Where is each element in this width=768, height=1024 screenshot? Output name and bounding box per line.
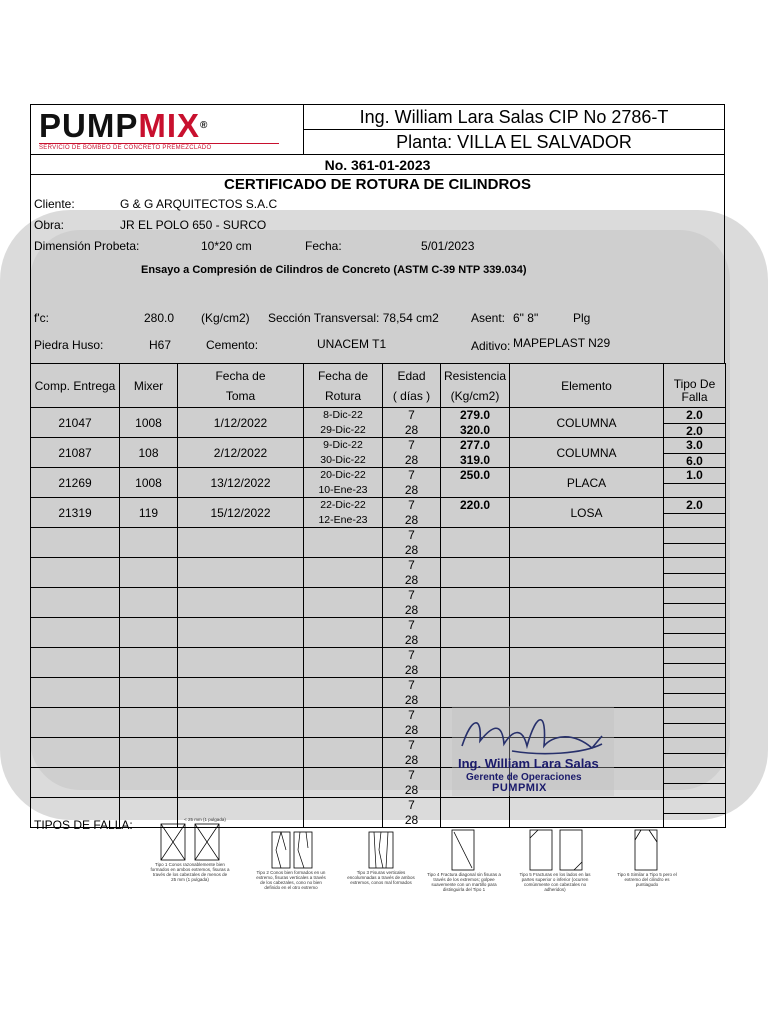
cell-comp — [31, 678, 120, 708]
table-row — [31, 528, 726, 558]
plant-line: Planta: VILLA EL SALVADOR — [304, 129, 724, 154]
cell-mixer — [120, 648, 178, 678]
fc-label: f'c: — [34, 311, 49, 325]
cell-falla — [664, 768, 726, 798]
table-row — [31, 648, 726, 678]
cell-mixer: 119 — [120, 498, 178, 528]
table-row — [31, 588, 726, 618]
cell-falla — [664, 678, 726, 708]
header-fecha-rotura: Fecha de Rotura — [304, 364, 383, 408]
header-fecha-toma: Fecha de Toma — [178, 364, 304, 408]
cell-edad: 7 28 — [383, 708, 441, 738]
tipo-6-caption: Tipo 6 Similar a Tipo 5 pero el extremo del cilindro es puntiagudo — [617, 872, 677, 887]
cell-fecha-toma — [178, 708, 304, 738]
cell-resistencia: 250.0 — [441, 468, 510, 498]
cell-mixer — [120, 618, 178, 648]
cell-comp — [31, 648, 120, 678]
cell-edad: 7 28 — [383, 648, 441, 678]
tipo-4-diagram — [426, 828, 502, 892]
table-row — [31, 768, 726, 798]
cell-mixer — [120, 708, 178, 738]
cell-comp: 21319 — [31, 498, 120, 528]
cell-comp — [31, 528, 120, 558]
cell-falla — [664, 708, 726, 738]
cell-resistencia — [441, 798, 510, 828]
cell-edad: 7 28 — [383, 558, 441, 588]
cell-falla: 1.0 — [664, 468, 726, 498]
cell-resistencia: 277.0 319.0 — [441, 438, 510, 468]
cell-falla — [664, 738, 726, 768]
cemento-label: Cemento: — [206, 338, 259, 352]
cell-fecha-rotura: 9-Dic-22 30-Dic-22 — [304, 438, 383, 468]
cell-fecha-rotura: 8-Dic-22 29-Dic-22 — [304, 408, 383, 438]
signature-role: Gerente de Operaciones — [466, 772, 582, 783]
cell-falla — [664, 648, 726, 678]
tipo-4-caption: Tipo 4 Fractura diagonal sin fisuras a través de los extremos; golpee suavemente con un martillo para distinguirla del Tipo 1 — [427, 872, 501, 892]
cell-fecha-toma — [178, 738, 304, 768]
table-row — [31, 498, 726, 528]
cell-edad: 7 28 — [383, 618, 441, 648]
cell-comp — [31, 708, 120, 738]
cell-falla — [664, 558, 726, 588]
cliente-label: Cliente: — [34, 197, 75, 211]
cell-fecha-rotura — [304, 558, 383, 588]
cell-elemento — [510, 618, 664, 648]
cell-comp: 21087 — [31, 438, 120, 468]
cell-edad: 7 28 — [383, 438, 441, 468]
cell-fecha-toma: 15/12/2022 — [178, 498, 304, 528]
cell-fecha-rotura — [304, 588, 383, 618]
cell-fecha-toma — [178, 768, 304, 798]
cell-elemento — [510, 798, 664, 828]
cell-fecha-toma: 2/12/2022 — [178, 438, 304, 468]
pumpmix-logo — [31, 105, 304, 154]
seccion-value: Sección Transversal: 78,54 cm2 — [268, 311, 439, 325]
logo-mix-text: MIX — [138, 107, 201, 144]
fc-unit: (Kg/cm2) — [201, 311, 250, 325]
results-table — [30, 363, 726, 828]
cell-mixer — [120, 588, 178, 618]
cell-comp — [31, 588, 120, 618]
cell-edad: 7 28 — [383, 798, 441, 828]
cell-fecha-rotura — [304, 798, 383, 828]
cell-edad: 7 28 — [383, 528, 441, 558]
cell-resistencia — [441, 558, 510, 588]
fecha-value: 5/01/2023 — [421, 239, 475, 253]
cell-fecha-toma — [178, 558, 304, 588]
tipo-5-caption: Tipo 5 Fracturas en los lados en las partes superior o inferior (ocurren comúnmente con cabezales no adheridos) — [519, 872, 591, 892]
signature-stamp — [452, 706, 614, 796]
header-mixer: Mixer — [120, 364, 178, 408]
cell-fecha-rotura: 22-Dic-22 12-Ene-23 — [304, 498, 383, 528]
fecha-label: Fecha: — [305, 239, 342, 253]
table-row — [31, 558, 726, 588]
cell-resistencia: 220.0 — [441, 498, 510, 528]
cell-mixer: 1008 — [120, 468, 178, 498]
cell-mixer — [120, 558, 178, 588]
cell-edad: 7 28 — [383, 678, 441, 708]
cell-fecha-rotura — [304, 618, 383, 648]
logo-pump-text: PUMP — [39, 107, 139, 144]
cell-fecha-toma — [178, 588, 304, 618]
obra-label: Obra: — [34, 218, 65, 232]
cell-fecha-rotura — [304, 648, 383, 678]
cell-mixer — [120, 678, 178, 708]
header-elemento: Elemento — [510, 364, 664, 408]
signature-scribble — [452, 706, 614, 761]
cell-fecha-toma — [178, 528, 304, 558]
cell-falla — [664, 588, 726, 618]
cell-fecha-toma: 1/12/2022 — [178, 408, 304, 438]
header — [30, 104, 725, 154]
cell-falla: 2.0 2.0 — [664, 408, 726, 438]
tipo-2-caption: Tipo 2 Conos bien formados en un extremo, fisuras verticales a través de los cabezales, cono no bien definido en el otro extremo — [256, 870, 326, 890]
tipo-6-diagram — [615, 828, 679, 887]
ensayo-line: Ensayo a Compresión de Cilindros de Concreto (ASTM C-39 NTP 339.034) — [141, 264, 527, 276]
tipo-1-caption: Tipo 1 Conos razonablemente bien formados en ambos extremos, fisuras a través de los cabezales de menos de 25 mm (1 pulgada) — [150, 862, 230, 882]
table-row — [31, 468, 726, 498]
tipo-1-note: < 25 mm (1 pulgada) — [184, 817, 226, 822]
cell-edad: 7 28 — [383, 738, 441, 768]
obra-value: JR EL POLO 650 - SURCO — [120, 218, 267, 232]
aditivo-label: Aditivo: — [471, 339, 511, 353]
certificate-sheet — [30, 104, 725, 828]
cell-elemento: LOSA — [510, 498, 664, 528]
cell-comp — [31, 768, 120, 798]
cell-fecha-toma: 13/12/2022 — [178, 468, 304, 498]
cell-elemento: COLUMNA — [510, 408, 664, 438]
table-row — [31, 618, 726, 648]
cell-fecha-rotura — [304, 678, 383, 708]
signature-name: Ing. William Lara Salas — [458, 756, 599, 771]
cell-mixer: 108 — [120, 438, 178, 468]
fc-value: 280.0 — [144, 311, 175, 325]
asent-label: Asent: — [471, 311, 506, 325]
cell-edad: 7 28 — [383, 588, 441, 618]
tipo-5-diagram — [515, 828, 595, 892]
table-row — [31, 438, 726, 468]
cemento-value: UNACEM T1 — [317, 337, 387, 351]
cell-comp — [31, 618, 120, 648]
cell-edad: 7 28 — [383, 408, 441, 438]
cell-edad: 7 28 — [383, 768, 441, 798]
header-comp: Comp. Entrega — [31, 364, 120, 408]
table-row — [31, 708, 726, 738]
cell-fecha-rotura — [304, 768, 383, 798]
asent-unit: Plg — [573, 311, 591, 325]
table-row — [31, 408, 726, 438]
cliente-value: G & G ARQUITECTOS S.A.C — [120, 197, 278, 211]
cell-elemento — [510, 648, 664, 678]
cell-comp: 21269 — [31, 468, 120, 498]
table-row — [31, 798, 726, 828]
asent-value: 6" 8" — [513, 311, 539, 325]
info-block — [30, 194, 725, 363]
cell-elemento — [510, 588, 664, 618]
document-number: No. 361-01-2023 — [30, 154, 725, 174]
cell-comp: 21047 — [31, 408, 120, 438]
cell-resistencia — [441, 588, 510, 618]
cell-elemento: PLACA — [510, 468, 664, 498]
cell-fecha-toma — [178, 648, 304, 678]
cell-elemento — [510, 678, 664, 708]
cell-falla — [664, 798, 726, 828]
cell-resistencia — [441, 648, 510, 678]
cell-resistencia — [441, 618, 510, 648]
dimension-value: 10*20 cm — [201, 239, 252, 253]
cell-falla: 2.0 — [664, 498, 726, 528]
header-edad: Edad ( días ) — [383, 364, 441, 408]
table-row — [31, 738, 726, 768]
dimension-label: Dimensión Probeta: — [34, 239, 140, 253]
cell-comp — [31, 738, 120, 768]
cell-mixer — [120, 768, 178, 798]
cell-fecha-rotura: 20-Dic-22 10-Ene-23 — [304, 468, 383, 498]
cell-mixer — [120, 738, 178, 768]
cell-edad: 7 28 — [383, 498, 441, 528]
logo-registered-mark: ® — [200, 120, 209, 131]
tipo-2-diagram — [255, 830, 327, 890]
table-header-row — [31, 364, 726, 408]
cell-resistencia: 279.0 320.0 — [441, 408, 510, 438]
cell-fecha-rotura — [304, 738, 383, 768]
signature-logo: PUMPMIX — [492, 782, 547, 794]
header-falla: Tipo De Falla — [664, 364, 726, 408]
cell-fecha-rotura — [304, 528, 383, 558]
tipo-1-diagram — [150, 817, 230, 882]
cell-mixer: 1008 — [120, 408, 178, 438]
engineer-line: Ing. William Lara Salas CIP No 2786-T — [359, 106, 669, 127]
cell-fecha-toma — [178, 618, 304, 648]
cell-comp — [31, 558, 120, 588]
header-resistencia: Resistencia (Kg/cm2) — [441, 364, 510, 408]
cell-elemento — [510, 528, 664, 558]
aditivo-value: MAPEPLAST N29 — [513, 336, 611, 350]
cell-fecha-toma — [178, 678, 304, 708]
cell-resistencia — [441, 528, 510, 558]
cell-resistencia — [441, 678, 510, 708]
tipo-3-caption: Tipo 3 Fisuras verticales encolumnadas a través de ambos extremos, conos mal formados — [347, 870, 415, 885]
piedra-value: H67 — [149, 338, 172, 352]
cell-falla — [664, 618, 726, 648]
logo-subtitle: SERVICIO DE BOMBEO DE CONCRETO PREMEZCLADO — [39, 143, 279, 151]
cell-elemento: COLUMNA — [510, 438, 664, 468]
tipos-falla-label: TIPOS DE FALLA: — [34, 818, 133, 832]
cell-mixer — [120, 528, 178, 558]
cell-fecha-rotura — [304, 708, 383, 738]
cell-falla — [664, 528, 726, 558]
cell-falla: 3.0 6.0 — [664, 438, 726, 468]
table-row — [31, 678, 726, 708]
piedra-label: Piedra Huso: — [34, 338, 104, 352]
cell-edad: 7 28 — [383, 468, 441, 498]
tipo-3-diagram — [345, 830, 417, 885]
cell-elemento — [510, 558, 664, 588]
document-title: CERTIFICADO DE ROTURA DE CILINDROS — [30, 174, 725, 194]
